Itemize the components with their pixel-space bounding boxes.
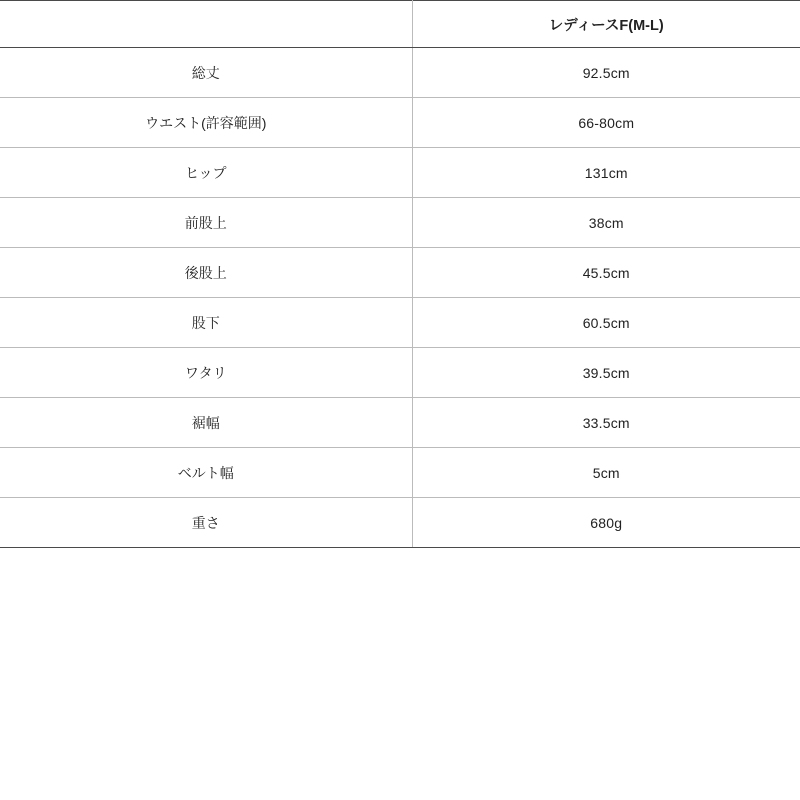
row-label: 後股上 — [0, 248, 412, 298]
table-row — [0, 348, 800, 398]
table-row — [0, 398, 800, 448]
row-value: 60.5cm — [412, 298, 800, 348]
row-label: 前股上 — [0, 198, 412, 248]
table-row — [0, 148, 800, 198]
row-value: 66-80cm — [412, 98, 800, 148]
row-value: 5cm — [412, 448, 800, 498]
row-label: 総丈 — [0, 48, 412, 98]
header-empty-cell — [0, 1, 412, 48]
table-row — [0, 98, 800, 148]
row-value: 33.5cm — [412, 398, 800, 448]
table-row — [0, 498, 800, 548]
table-row — [0, 48, 800, 98]
row-label: ヒップ — [0, 148, 412, 198]
header-size-column: レディースF(M-L) — [412, 1, 800, 48]
row-value: 92.5cm — [412, 48, 800, 98]
row-value: 680g — [412, 498, 800, 548]
row-label: ベルト幅 — [0, 448, 412, 498]
row-label: 重さ — [0, 498, 412, 548]
row-label: ウエスト(許容範囲) — [0, 98, 412, 148]
table-row — [0, 198, 800, 248]
row-label: 裾幅 — [0, 398, 412, 448]
row-label: 股下 — [0, 298, 412, 348]
table-row — [0, 248, 800, 298]
row-value: 45.5cm — [412, 248, 800, 298]
row-label: ワタリ — [0, 348, 412, 398]
table-row — [0, 298, 800, 348]
row-value: 39.5cm — [412, 348, 800, 398]
table-row — [0, 448, 800, 498]
table-header-row — [0, 1, 800, 48]
row-value: 131cm — [412, 148, 800, 198]
row-value: 38cm — [412, 198, 800, 248]
